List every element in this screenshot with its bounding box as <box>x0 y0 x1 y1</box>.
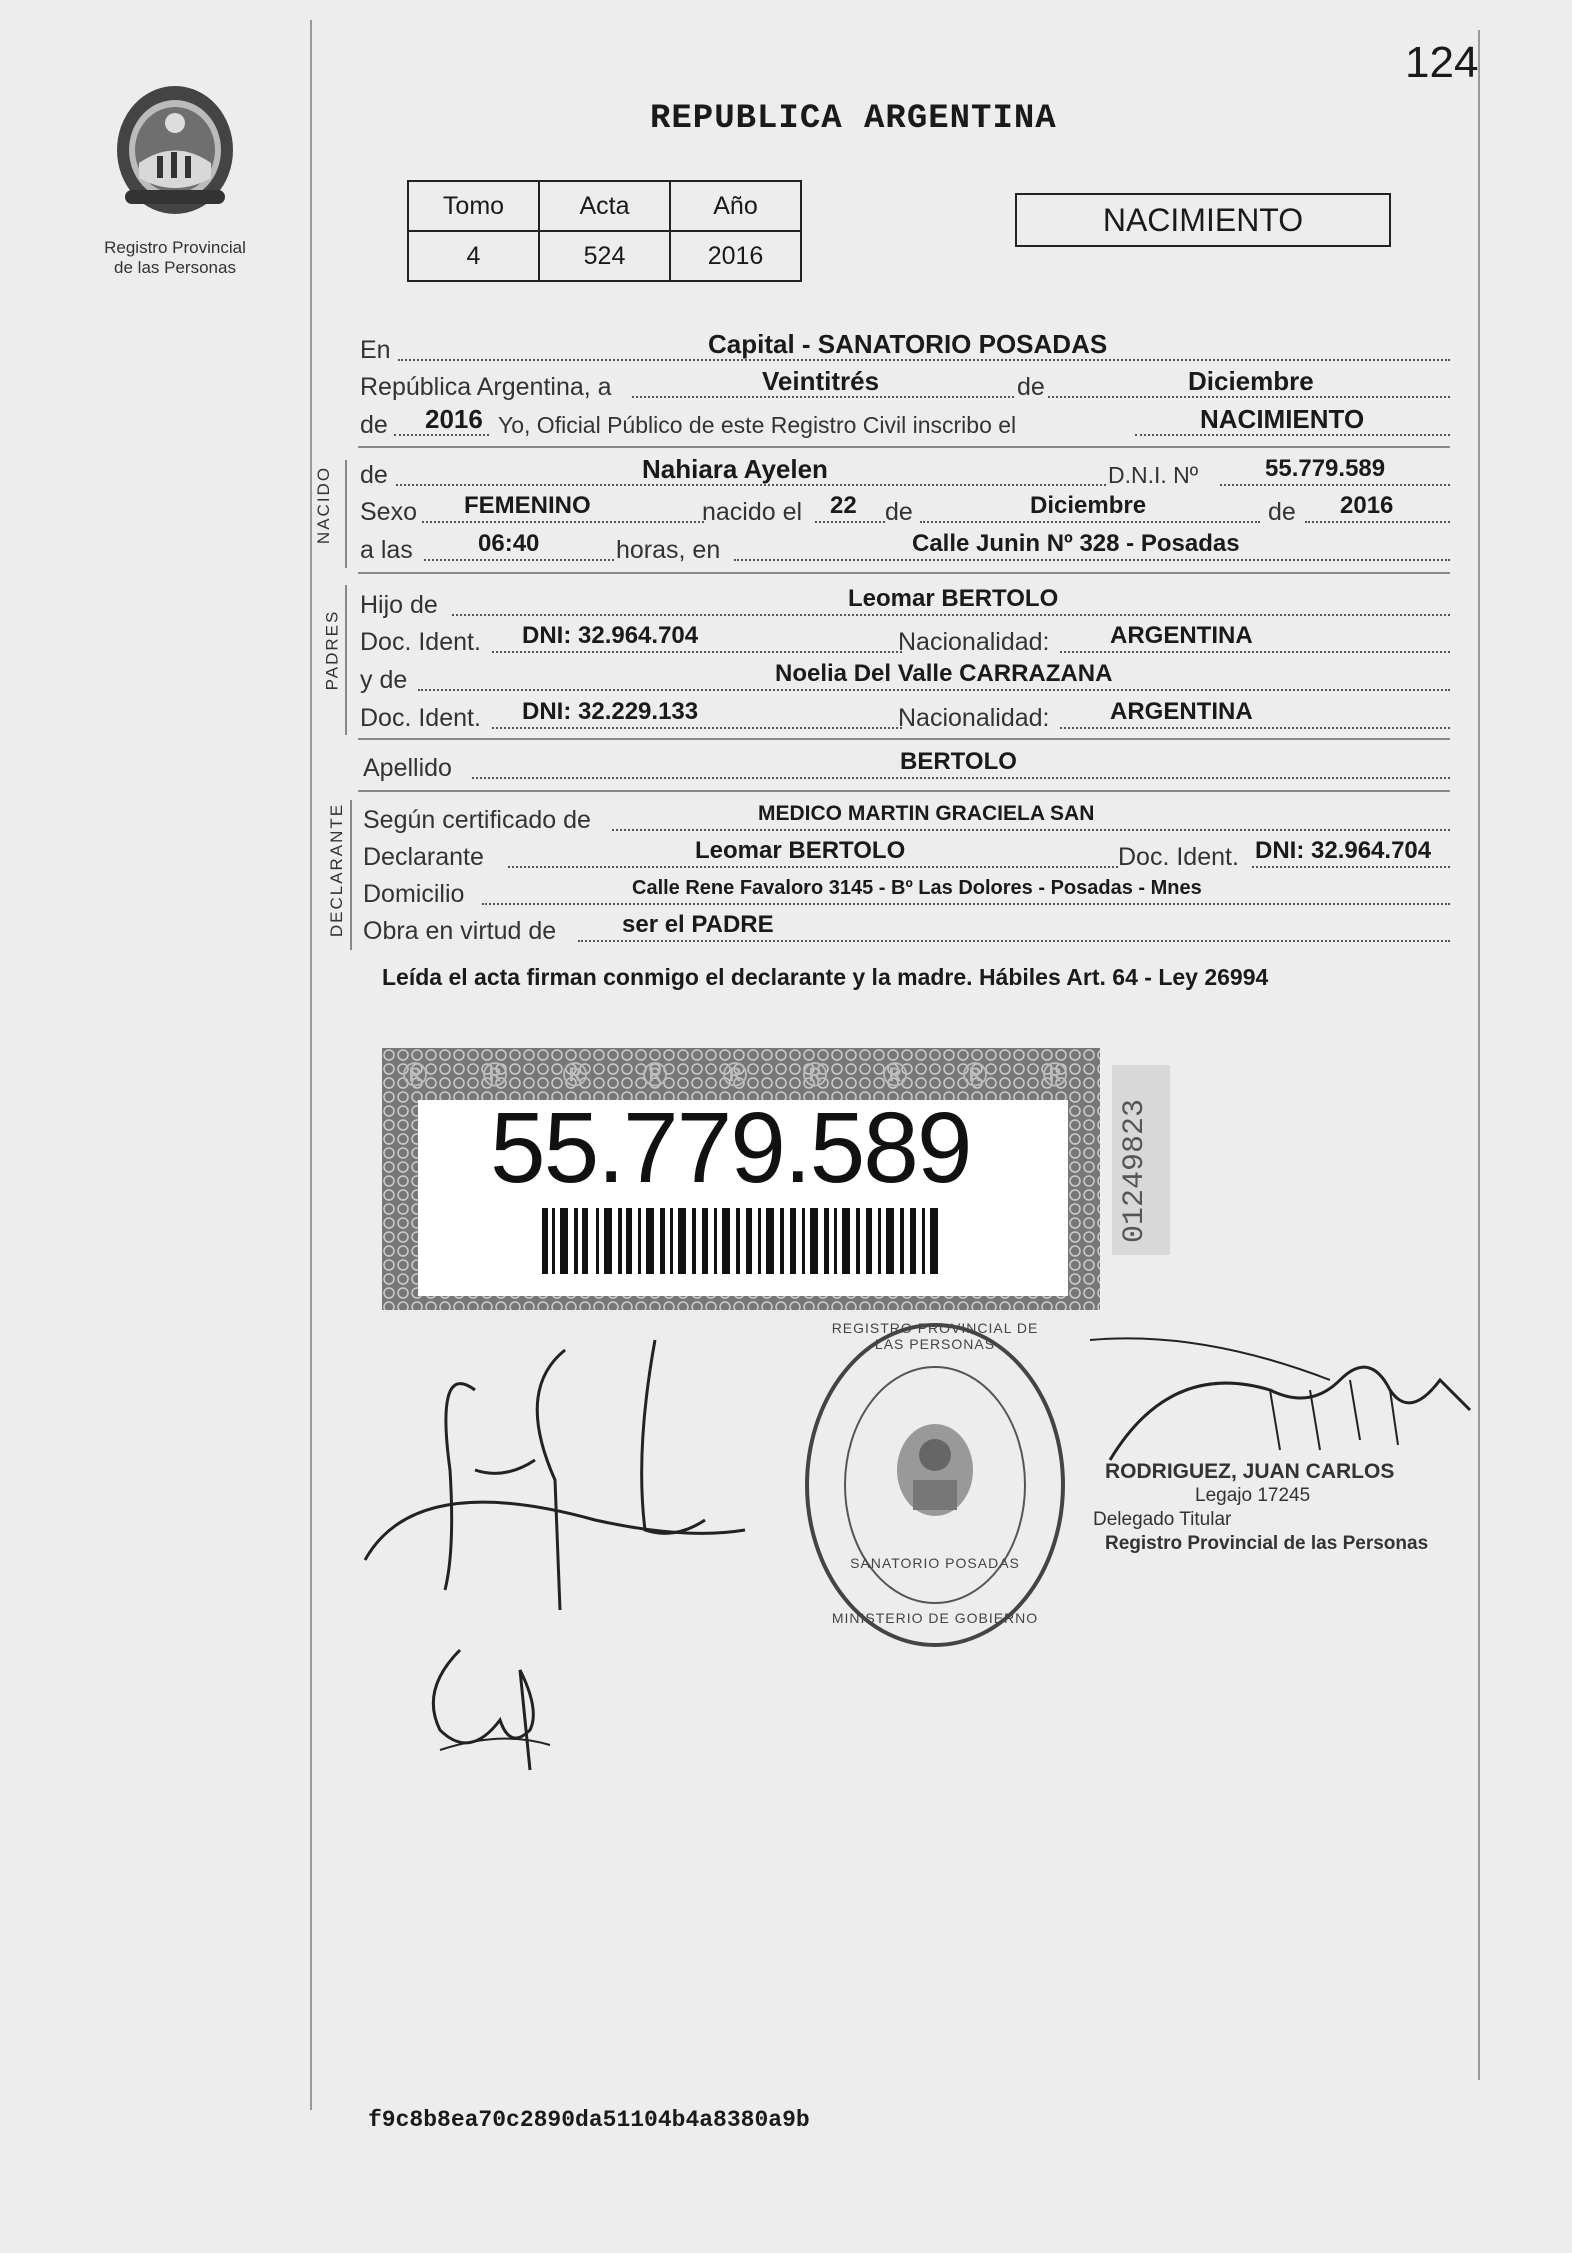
label-de-year: de <box>360 411 388 439</box>
left-margin-line <box>310 20 312 2110</box>
declarant-signature <box>355 1330 755 1630</box>
divider <box>358 790 1450 792</box>
serial-number-strip <box>1112 1065 1170 1255</box>
svg-text:®: ® <box>562 1056 588 1094</box>
row-doc2 <box>360 698 1450 733</box>
label-a-las: a las <box>360 536 413 564</box>
value-declarante: Leomar BERTOLO <box>695 837 906 864</box>
value-doc-declarante: DNI: 32.964.704 <box>1255 837 1432 864</box>
officer-role: Delegado Titular <box>1093 1509 1232 1530</box>
row-apellido <box>360 748 1450 783</box>
registry-table <box>407 180 802 282</box>
logo-caption-line2: de las Personas <box>114 258 236 277</box>
value-doc1: DNI: 32.964.704 <box>522 622 699 649</box>
page-number: 124 <box>1405 38 1479 87</box>
row-nacido-name <box>360 454 1450 490</box>
label-de3: de <box>1268 498 1296 526</box>
section-label-padres: PADRES <box>322 609 342 691</box>
dotted-fill <box>452 614 1450 616</box>
value-apellido: BERTOLO <box>900 748 1017 775</box>
dotted-fill <box>578 940 1450 942</box>
svg-text:®: ® <box>1042 1056 1068 1094</box>
label-de2: de <box>885 498 913 526</box>
value-birth-month: Diciembre <box>1030 492 1147 519</box>
row-hora <box>360 530 1450 565</box>
row-sexo <box>360 492 1450 527</box>
dotted-fill <box>482 903 1450 905</box>
row-doc1 <box>360 622 1450 657</box>
dotted-fill <box>1305 521 1450 523</box>
row-declarante <box>360 837 1450 872</box>
header-tomo: Tomo <box>408 181 539 231</box>
dotted-fill <box>394 434 489 436</box>
label-domicilio: Domicilio <box>363 880 465 908</box>
label-horas: horas, en <box>616 536 721 564</box>
label-certificado: Según certificado de <box>363 806 591 834</box>
row-republica <box>360 366 1450 402</box>
value-en: Capital - SANATORIO POSADAS <box>708 329 1108 359</box>
row-obra <box>360 911 1450 946</box>
label-apellido: Apellido <box>363 754 452 782</box>
label-nac2: Nacionalidad: <box>898 704 1050 732</box>
value-doc2: DNI: 32.229.133 <box>522 698 699 725</box>
seal-outer-text: REGISTRO PROVINCIAL DE LAS PERSONAS <box>831 1320 1039 1352</box>
section-label-nacido: NACIDO <box>314 465 334 545</box>
logo-caption-line1: Registro Provincial <box>104 238 246 257</box>
dotted-fill <box>1252 866 1450 868</box>
value-acta: 524 <box>539 231 670 281</box>
dotted-fill <box>1060 727 1450 729</box>
record-type-box: NACIMIENTO <box>1015 193 1391 247</box>
value-time: 06:40 <box>478 530 540 557</box>
label-hijo: Hijo de <box>360 591 438 619</box>
label-doc1: Doc. Ident. <box>360 628 481 656</box>
dotted-fill <box>492 651 902 653</box>
dotted-fill <box>472 777 1450 779</box>
dotted-fill <box>398 359 1450 361</box>
dotted-fill <box>612 829 1450 831</box>
value-name: Nahiara Ayelen <box>642 454 828 484</box>
dotted-fill <box>1135 434 1450 436</box>
row-domicilio <box>360 879 1450 909</box>
document-hash: f9c8b8ea70c2890da51104b4a8380a9b <box>368 2107 810 2133</box>
value-tomo: 4 <box>408 231 539 281</box>
dotted-fill <box>418 689 1450 691</box>
dotted-fill <box>815 521 885 523</box>
row-en <box>360 329 1450 365</box>
row-yde <box>360 660 1450 695</box>
officer-office: Registro Provincial de las Personas <box>1105 1533 1429 1554</box>
seal-inner-text: SANATORIO POSADAS <box>850 1555 1020 1571</box>
row-certificado <box>360 802 1450 835</box>
dotted-fill <box>422 521 704 523</box>
value-sexo: FEMENINO <box>464 492 591 519</box>
label-de: de <box>1017 373 1045 401</box>
value-place: Calle Junin Nº 328 - Posadas <box>912 530 1240 557</box>
dotted-fill <box>396 484 1106 486</box>
serial-number: 01249823 <box>1118 1098 1152 1243</box>
value-dni: 55.779.589 <box>1265 455 1386 482</box>
header-acta: Acta <box>539 181 670 231</box>
svg-text:®: ® <box>642 1056 668 1094</box>
label-obra: Obra en virtud de <box>363 917 557 945</box>
value-inscribe: NACIMIENTO <box>1200 404 1365 434</box>
label-yde: y de <box>360 666 408 694</box>
officer-name: RODRIGUEZ, JUAN CARLOS <box>1105 1460 1395 1483</box>
value-day: Veintitrés <box>762 366 880 396</box>
svg-text:®: ® <box>482 1056 508 1094</box>
svg-text:®: ® <box>802 1056 828 1094</box>
label-doc2: Doc. Ident. <box>360 704 481 732</box>
officer-block <box>1093 1460 1429 1556</box>
dotted-fill <box>920 521 1260 523</box>
misiones-coat-of-arms-logo <box>105 78 245 218</box>
dotted-fill <box>1220 484 1450 486</box>
divider <box>358 738 1450 740</box>
value-obra: ser el PADRE <box>622 911 774 938</box>
dotted-fill <box>1060 651 1450 653</box>
document-title: REPUBLICA ARGENTINA <box>650 100 1057 138</box>
label-oficial: Yo, Oficial Público de este Registro Civil inscribo el <box>498 412 1017 438</box>
seal-bottom-text: MINISTERIO DE GOBIERNO <box>831 1610 1039 1626</box>
svg-text:®: ® <box>962 1056 988 1094</box>
officer-signature <box>1080 1320 1480 1480</box>
right-margin-line <box>1478 30 1480 2080</box>
label-nac1: Nacionalidad: <box>898 628 1050 656</box>
label-doc-declarante: Doc. Ident. <box>1118 843 1239 871</box>
value-certificado: MEDICO MARTIN GRACIELA SAN <box>758 802 1095 825</box>
label-nacido-el: nacido el <box>702 498 803 526</box>
divider <box>358 446 1450 448</box>
value-nac1: ARGENTINA <box>1110 622 1253 649</box>
label-dni: D.N.I. Nº <box>1108 462 1199 488</box>
label-en: En <box>360 336 391 364</box>
value-anio: 2016 <box>670 231 801 281</box>
svg-text:®: ® <box>402 1056 428 1094</box>
row-year <box>360 404 1450 440</box>
dotted-fill <box>424 559 614 561</box>
section-bar <box>345 460 347 568</box>
dotted-fill <box>492 727 902 729</box>
label-republica: República Argentina, a <box>360 373 612 401</box>
mother-signature <box>420 1630 580 1780</box>
logo-caption <box>85 238 265 278</box>
value-nac2: ARGENTINA <box>1110 698 1253 725</box>
label-sexo: Sexo <box>360 498 417 526</box>
value-domicilio: Calle Rene Favaloro 3145 - Bº Las Dolores - Posadas - Mnes <box>632 877 1202 899</box>
dotted-fill <box>734 559 1450 561</box>
value-year: 2016 <box>425 404 483 434</box>
officer-legajo: Legajo 17245 <box>1195 1485 1311 1506</box>
svg-text:®: ® <box>882 1056 908 1094</box>
value-birth-day: 22 <box>830 492 857 519</box>
header-anio: Año <box>670 181 801 231</box>
id-number: 55.779.589 <box>490 1092 971 1204</box>
section-bar <box>345 585 347 735</box>
dotted-fill <box>508 866 1118 868</box>
label-declarante: Declarante <box>363 843 484 871</box>
row-hijo <box>360 585 1450 620</box>
section-bar <box>350 800 352 950</box>
value-mother: Noelia Del Valle CARRAZANA <box>775 660 1113 687</box>
svg-text:®: ® <box>722 1056 748 1094</box>
value-father: Leomar BERTOLO <box>848 585 1059 612</box>
value-birth-year: 2016 <box>1340 492 1394 519</box>
official-registry-seal <box>795 1310 1075 1660</box>
divider <box>358 572 1450 574</box>
label-nacido-de: de <box>360 461 388 489</box>
legal-note: Leída el acta firman conmigo el declarante y la madre. Hábiles Art. 64 - Ley 26994 <box>382 964 1269 990</box>
section-label-declarante: DECLARANTE <box>327 802 347 938</box>
value-month: Diciembre <box>1188 366 1314 396</box>
